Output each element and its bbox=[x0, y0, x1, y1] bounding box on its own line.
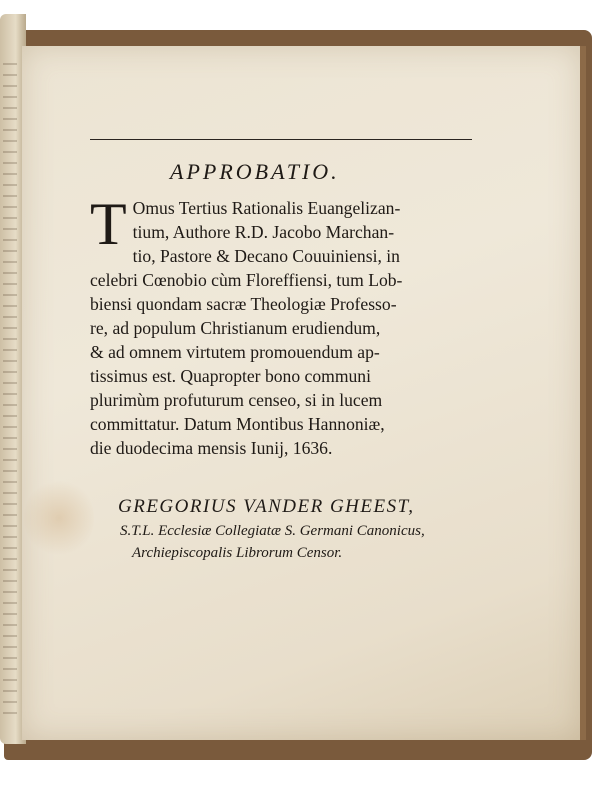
previous-page-text-edge bbox=[3, 54, 17, 714]
text-line-11: die duodecima mensis Iunij, 1636. bbox=[90, 438, 333, 458]
page-stain bbox=[24, 478, 94, 558]
approbation-text bbox=[90, 191, 502, 460]
header-rule bbox=[90, 139, 472, 140]
signature-block bbox=[118, 494, 508, 564]
page-title: APPROBATIO. bbox=[170, 159, 340, 184]
censor-name: GREGORIUS VANDER GHEEST, bbox=[118, 496, 415, 517]
text-line-1: Omus Tertius Rationalis Euangelizan- bbox=[132, 198, 401, 218]
text-line-5: biensi quondam sacræ Theologiæ Professo- bbox=[90, 294, 397, 314]
text-line-9: plurimùm profuturum censeo, si in lucem bbox=[90, 390, 383, 410]
text-line-8: tissimus est. Quapropter bono communi bbox=[90, 366, 371, 386]
text-line-3: tio, Pastore & Decano Couuiniensi, in bbox=[132, 246, 400, 266]
text-line-7: & ad omnem virtutem promouendum ap- bbox=[90, 342, 380, 362]
drop-cap: T bbox=[90, 191, 127, 257]
text-line-6: re, ad populum Christianum erudiendum, bbox=[90, 318, 381, 338]
text-line-2: tium, Authore R.D. Jacobo Marchan- bbox=[132, 222, 395, 242]
text-line-4: celebri Cœnobio cùm Floreffiensi, tum Lob- bbox=[90, 270, 403, 290]
text-line-10: committatur. Datum Montibus Hannoniæ, bbox=[90, 414, 385, 434]
censor-role: Archiepiscopalis Librorum Censor. bbox=[132, 545, 343, 561]
censor-title: S.T.L. Ecclesiæ Collegiatæ S. Germani Canonicus, bbox=[120, 523, 425, 539]
page bbox=[22, 46, 586, 740]
